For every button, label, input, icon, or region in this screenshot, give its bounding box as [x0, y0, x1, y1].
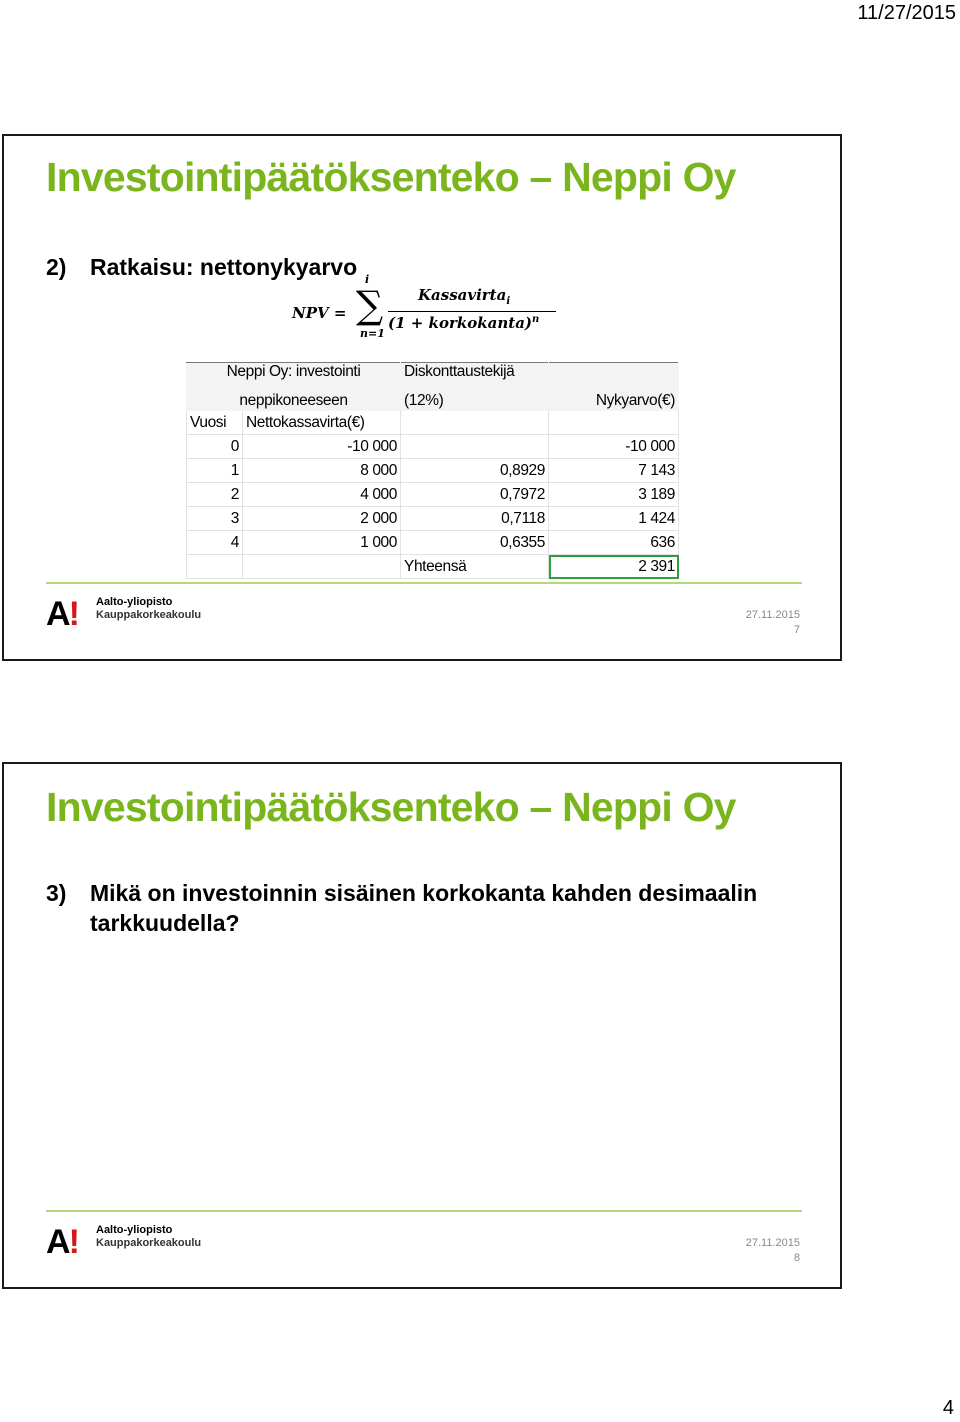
formula-numerator — [418, 286, 510, 307]
logo-letter: A — [46, 595, 69, 633]
cell-discount — [401, 435, 549, 459]
cell-discount: 0,7972 — [401, 483, 549, 507]
cell-year: 3 — [187, 507, 243, 531]
cell-discount: 0,8929 — [401, 459, 549, 483]
bullet-number: 3) — [46, 880, 67, 906]
aalto-logo-mark — [46, 596, 78, 632]
cell-discount: 0,6355 — [401, 531, 549, 555]
bullet-text: Ratkaisu: nettonykyarvo — [90, 254, 358, 280]
npv-table — [186, 362, 679, 579]
bullet-text: Mikä on investoinnin sisäinen korkokanta kahden desimaalin tarkkuudella? — [90, 880, 758, 936]
cell-present-value: 7 143 — [549, 459, 679, 483]
slide-8 — [2, 762, 842, 1289]
cell-present-value: 1 424 — [549, 507, 679, 531]
col-header-cashflow: Nettokassavirta(€) — [243, 411, 401, 435]
slide-title: Investointipäätöksenteko – Neppi Oy — [46, 784, 736, 830]
header-discount-2: (12%) — [401, 387, 549, 411]
logo-letter: A — [46, 1223, 69, 1261]
table-row — [187, 435, 679, 459]
formula-denominator — [388, 314, 539, 332]
fraction-bar — [388, 311, 556, 312]
table-header-row — [187, 363, 679, 387]
table-row — [187, 507, 679, 531]
logo-line-1: Aalto-yliopisto — [96, 1224, 173, 1236]
cell-cashflow: 1 000 — [243, 531, 401, 555]
numerator-text: Kassavirta — [418, 286, 507, 304]
table-header-row — [187, 387, 679, 411]
total-label: Yhteensä — [401, 555, 549, 579]
header-present-value: Nykyarvo(€) — [549, 387, 679, 411]
header-discount-1: Diskonttaustekijä — [401, 363, 549, 387]
table-column-row — [187, 411, 679, 435]
footer-divider — [46, 1210, 802, 1212]
header-investment-1: Neppi Oy: investointi — [187, 363, 401, 387]
aalto-logo — [46, 596, 216, 632]
bullet-item — [46, 252, 357, 282]
col-header-year: Vuosi — [187, 411, 243, 435]
total-value-cell[interactable]: 2 391 — [549, 555, 679, 579]
logo-exclamation: ! — [68, 1223, 78, 1261]
bullet-number: 2) — [46, 254, 67, 280]
header-investment-2: neppikoneeseen — [187, 387, 401, 411]
table-row — [187, 531, 679, 555]
slide-date: 27.11.2015 — [745, 1237, 800, 1249]
cell-cashflow: 2 000 — [243, 507, 401, 531]
slide-title: Investointipäätöksenteko – Neppi Oy — [46, 154, 736, 200]
cell-cashflow: 4 000 — [243, 483, 401, 507]
cell-year: 1 — [187, 459, 243, 483]
cell-present-value: 636 — [549, 531, 679, 555]
cell-present-value: 3 189 — [549, 483, 679, 507]
table-row — [187, 459, 679, 483]
npv-formula — [292, 273, 572, 349]
logo-line-1: Aalto-yliopisto — [96, 596, 173, 608]
slide-number: 7 — [793, 624, 800, 636]
cell-year: 0 — [187, 435, 243, 459]
formula-lhs: NPV = — [292, 304, 347, 322]
sum-symbol: ∑ — [356, 283, 384, 327]
footer-divider — [46, 582, 802, 584]
slide-number: 8 — [793, 1252, 800, 1264]
cell-year: 2 — [187, 483, 243, 507]
table-total-row — [187, 555, 679, 579]
denominator-text: (1 + korkokanta) — [388, 314, 533, 332]
aalto-logo-mark — [46, 1224, 78, 1260]
logo-exclamation: ! — [68, 595, 78, 633]
logo-line-2: Kauppakorkeakoulu — [96, 1237, 202, 1249]
cell-cashflow: -10 000 — [243, 435, 401, 459]
numerator-subscript: i — [506, 296, 511, 307]
slide-date: 27.11.2015 — [745, 609, 800, 621]
cell-discount: 0,7118 — [401, 507, 549, 531]
logo-line-2: Kauppakorkeakoulu — [96, 609, 202, 621]
page-number: 4 — [942, 1397, 954, 1419]
print-date: 11/27/2015 — [857, 2, 956, 24]
sum-lower-limit: n=1 — [360, 327, 385, 340]
table-row — [187, 483, 679, 507]
denominator-exponent: n — [532, 314, 540, 325]
cell-cashflow: 8 000 — [243, 459, 401, 483]
sum-upper-limit: i — [365, 273, 370, 286]
cell-year: 4 — [187, 531, 243, 555]
aalto-logo — [46, 1224, 216, 1260]
bullet-item — [46, 878, 826, 938]
cell-present-value: -10 000 — [549, 435, 679, 459]
slide-7 — [2, 134, 842, 661]
